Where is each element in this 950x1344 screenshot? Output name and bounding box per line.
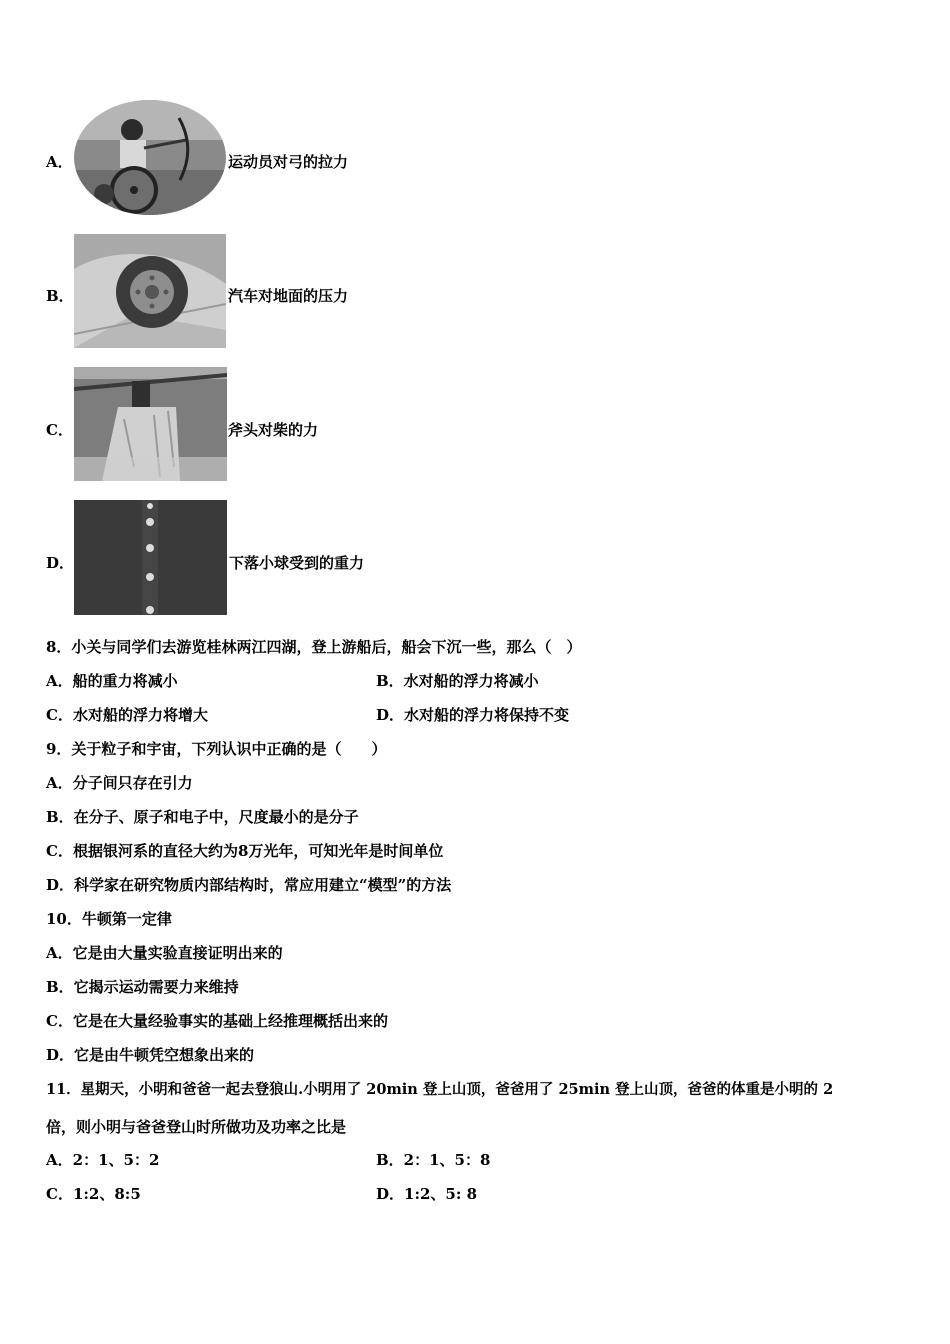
option-c: C．水对船的浮力将增大 <box>46 706 208 724</box>
option-a: A．2：1、5：2 <box>46 1151 160 1169</box>
option-label: A． <box>46 153 73 171</box>
option-text: 运动员对弓的拉力 <box>228 153 349 171</box>
option-b: B．它揭示运动需要力来维持 <box>46 978 239 996</box>
question-stem-line-1: 11．星期天，小明和爸爸一起去登狼山.小明用了 20min 登上山顶，爸爸用了 25min 登上山顶，爸爸的体重是小明的 2 <box>46 1081 834 1098</box>
question-stem-line-2: 倍，则小明与爸爸登山时所做功及功率之比是 <box>46 1118 347 1136</box>
question-stem: 9．关于粒子和宇宙，下列认识中正确的是（ ） <box>46 740 387 758</box>
option-a: A．分子间只存在引力 <box>46 774 193 792</box>
option-a: A．它是由大量实验直接证明出来的 <box>46 944 283 962</box>
option-b: B．在分子、原子和电子中，尺度最小的是分子 <box>46 808 359 826</box>
option-a: A．船的重力将减小 <box>46 672 178 690</box>
option-c: C．它是在大量经验事实的基础上经推理概括出来的 <box>46 1012 388 1030</box>
option-label: B． <box>46 287 74 305</box>
option-label: D． <box>46 554 75 572</box>
option-d: D．它是由牛顿凭空想象出来的 <box>46 1046 255 1064</box>
option-d: D．水对船的浮力将保持不变 <box>376 706 570 724</box>
falling-ball-photo <box>74 500 227 615</box>
option-label: C． <box>46 421 73 439</box>
axe-wood-photo <box>74 367 227 481</box>
option-b: B．水对船的浮力将减小 <box>376 672 539 690</box>
option-d: D．科学家在研究物质内部结构时，常应用建立“模型”的方法 <box>46 876 452 894</box>
option-text: 下落小球受到的重力 <box>229 554 365 572</box>
option-text: 汽车对地面的压力 <box>228 287 349 305</box>
question-stem: 10．牛顿第一定律 <box>46 910 172 928</box>
option-d: D．1:2、5: 8 <box>376 1185 478 1203</box>
option-c: C．1:2、8:5 <box>46 1185 141 1203</box>
option-c: C．根据银河系的直径大约为8万光年，可知光年是时间单位 <box>46 842 444 860</box>
archer-photo <box>74 100 226 215</box>
car-tire-photo <box>74 234 226 348</box>
question-stem: 8．小关与同学们去游览桂林两江四湖，登上游船后，船会下沉一些，那么（ ） <box>46 638 582 656</box>
option-b: B．2：1、5：8 <box>376 1151 491 1169</box>
option-text: 斧头对柴的力 <box>228 421 319 439</box>
